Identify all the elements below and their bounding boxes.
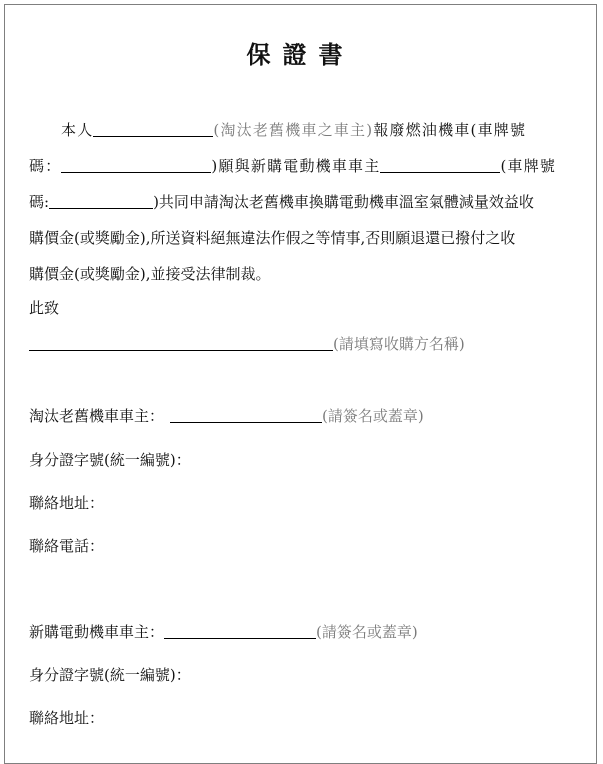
- new-owner-signature-line: [29, 621, 418, 642]
- old-owner-signature-line: [29, 405, 424, 426]
- new-owner-signature-hint: (請簽名或蓋章): [316, 623, 418, 641]
- buyer-line: [29, 333, 465, 354]
- old-owner-address-label: 聯絡地址：: [29, 494, 105, 512]
- new-owner-id-label: 身分證字號(統一編號)：: [29, 666, 191, 684]
- text-code-2: 碼:: [29, 193, 50, 211]
- owner-name-blank[interactable]: [93, 122, 213, 137]
- text-willing: )願與新購電動機車車主: [211, 157, 381, 175]
- page-title: 保證書: [246, 40, 355, 69]
- old-owner-hint: (淘汰老舊機車之車主): [213, 121, 374, 139]
- document-page: [4, 4, 597, 764]
- text-self: 本人: [61, 121, 94, 139]
- new-owner-label: 新購電動機車車主：: [29, 623, 165, 641]
- old-owner-label: 淘汰老舊機車車主：: [29, 407, 165, 425]
- body-line-1: [61, 119, 526, 140]
- new-owner-name-blank[interactable]: [380, 158, 500, 173]
- text-scrap: 報廢燃油機車(車牌號: [373, 121, 527, 139]
- text-apply: )共同申請淘汰老舊機車換購電動機車溫室氣體減量效益收: [153, 193, 534, 211]
- body-line-3: [29, 191, 534, 212]
- old-owner-signature-hint: (請簽名或蓋章): [322, 407, 424, 425]
- body-line-2: [29, 155, 556, 176]
- buyer-hint: (請填寫收購方名稱): [333, 335, 465, 353]
- old-plate-blank[interactable]: [61, 158, 211, 173]
- new-plate-blank[interactable]: [49, 194, 153, 209]
- new-owner-address-label: 聯絡地址：: [29, 709, 105, 727]
- body-line-4: 購價金(或獎勵金),所送資料絕無違法作假之等情事,否則願退還已撥付之收: [29, 229, 516, 247]
- salutation: 此致: [29, 299, 60, 317]
- old-owner-signature-blank[interactable]: [170, 408, 322, 423]
- text-code: 碼：: [29, 157, 62, 175]
- new-owner-signature-blank[interactable]: [164, 624, 316, 639]
- buyer-name-blank[interactable]: [29, 336, 333, 351]
- body-line-5: 購價金(或獎勵金),並接受法律制裁。: [29, 265, 271, 283]
- old-owner-id-label: 身分證字號(統一編號)：: [29, 451, 191, 469]
- text-plate: (車牌號: [500, 157, 557, 175]
- old-owner-phone-label: 聯絡電話：: [29, 537, 105, 555]
